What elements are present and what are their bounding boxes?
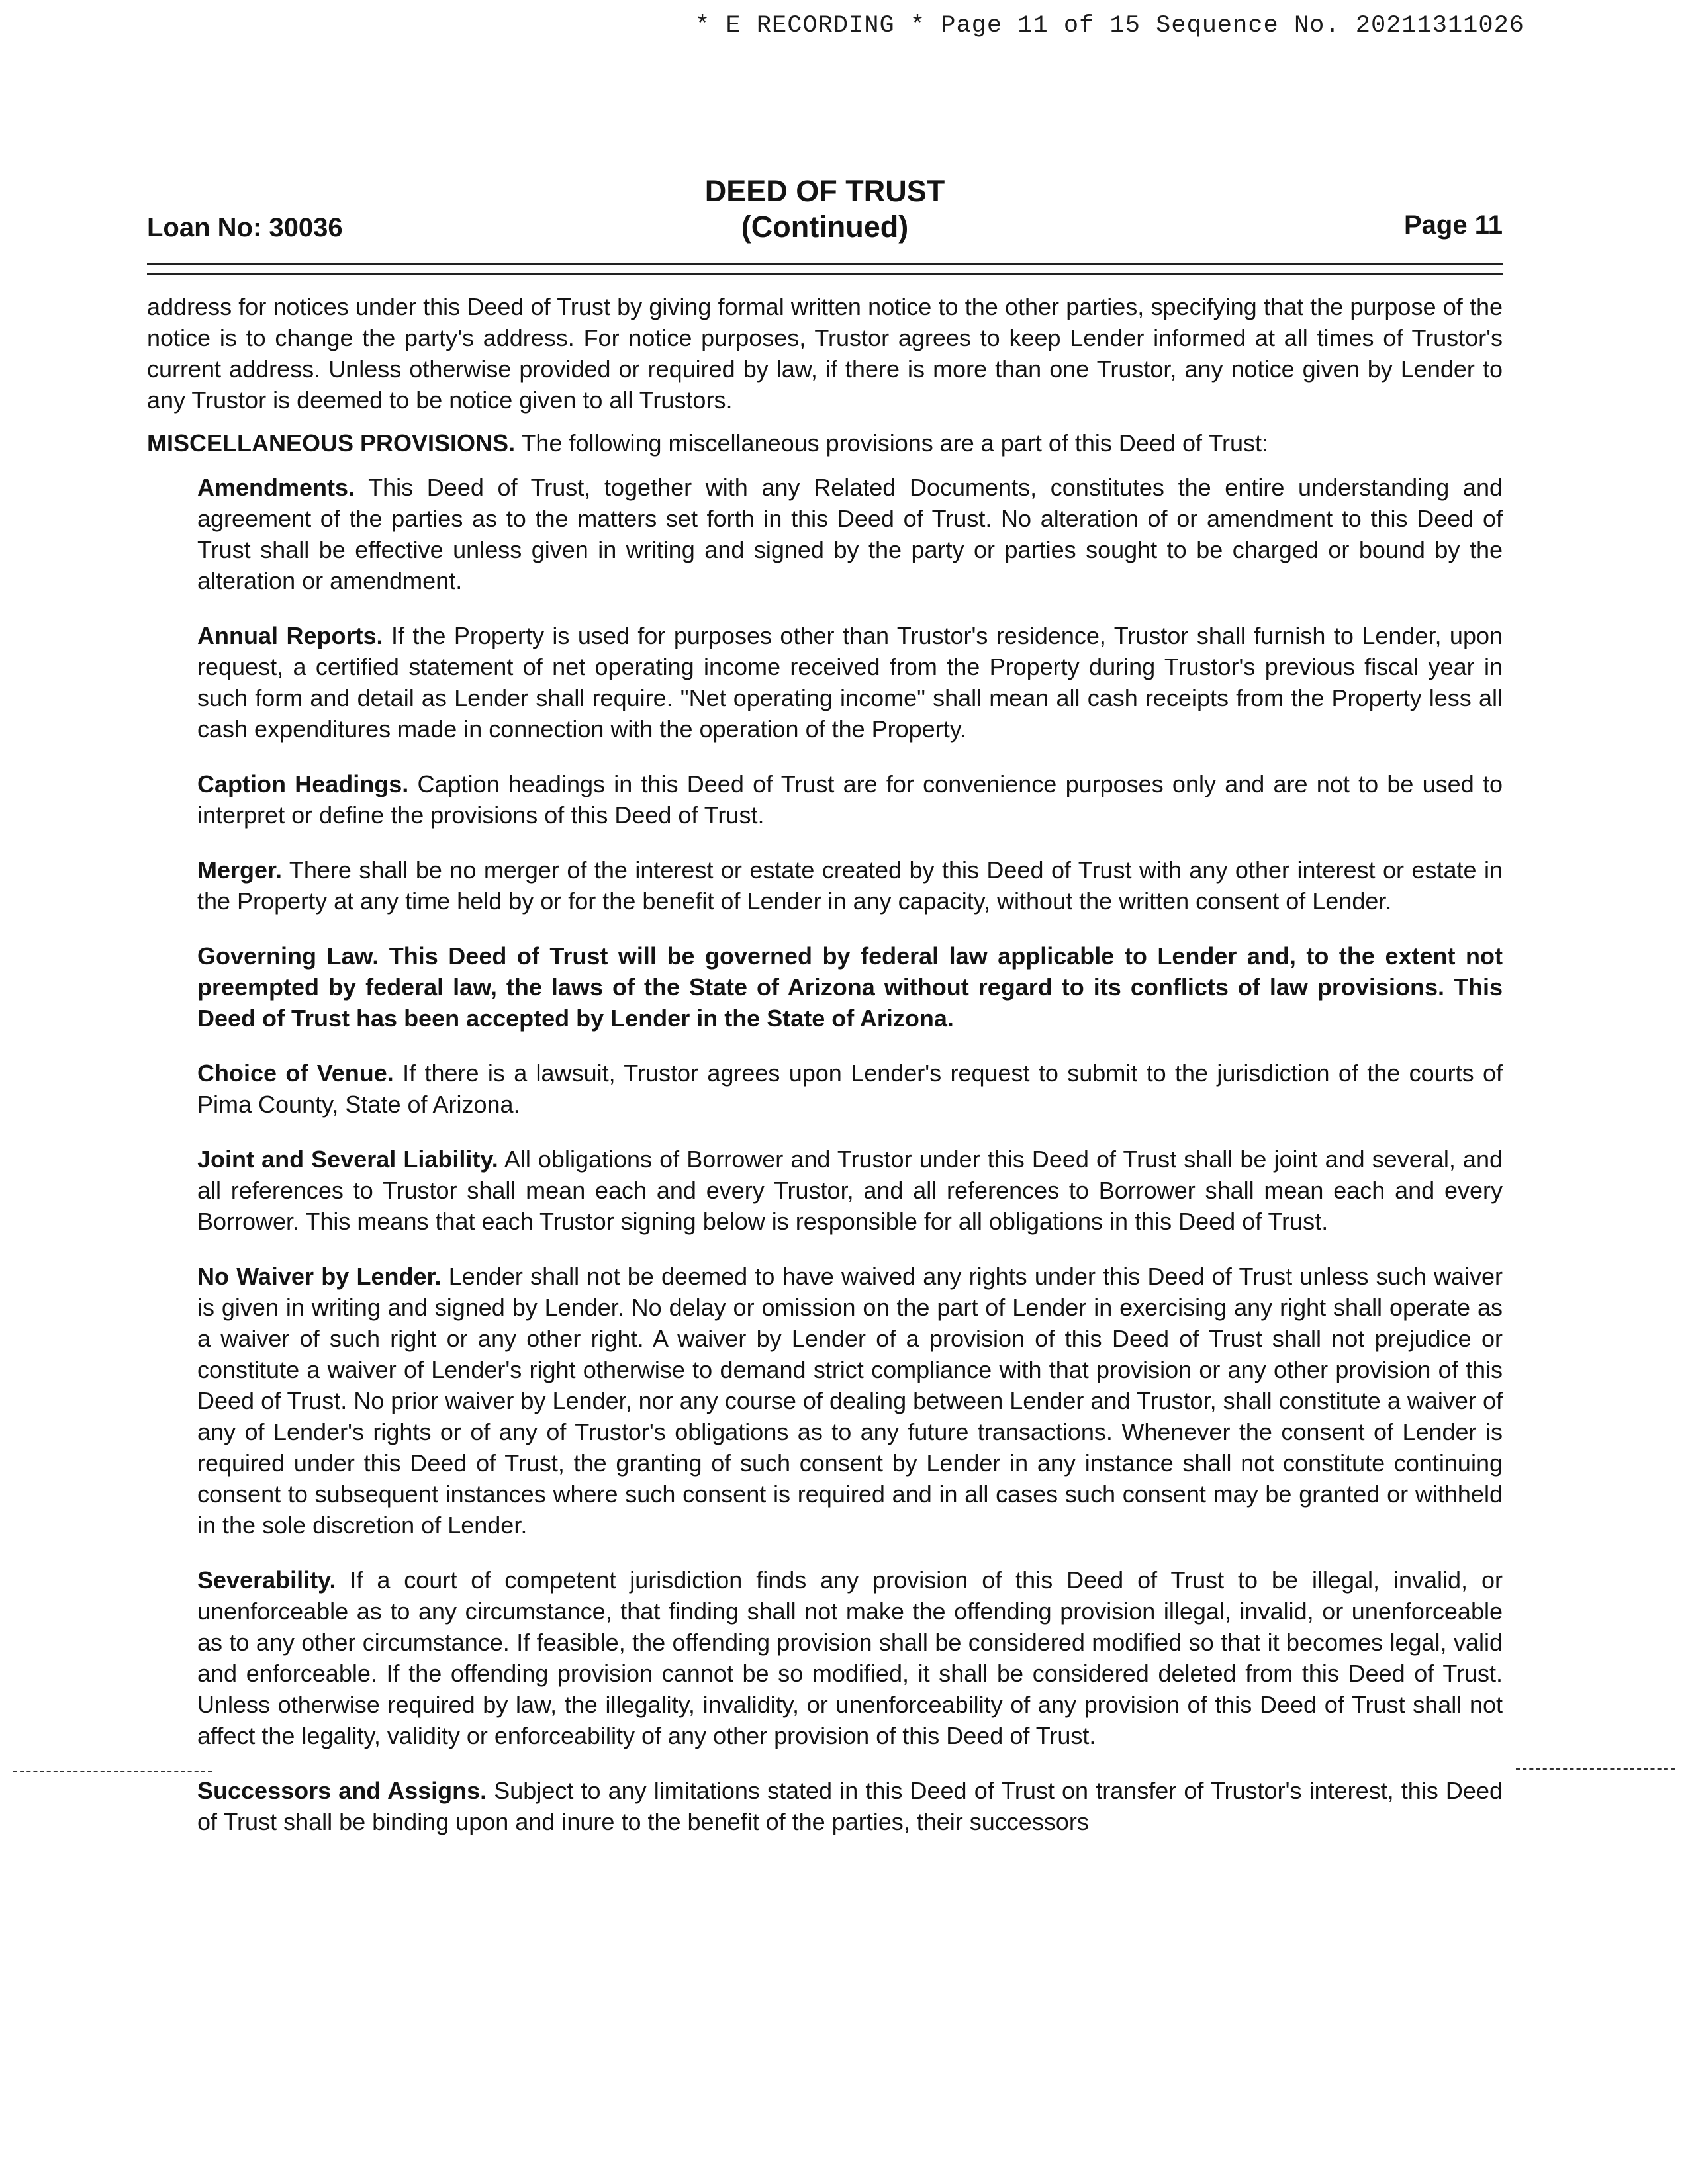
section-joint-several-liability <box>197 1144 1503 1237</box>
section-heading: Merger. <box>197 856 283 884</box>
section-successors-assigns <box>197 1775 1503 1837</box>
header-rule-bottom <box>147 273 1503 275</box>
section-heading: Caption Headings. <box>197 770 409 797</box>
section-heading: Governing Law. <box>197 942 379 970</box>
section-text: Caption headings in this Deed of Trust are for convenience purposes only and are not to be used to interpret or define the provisions of this Deed of Trust. <box>197 770 1503 829</box>
header-rule-top <box>147 263 1503 265</box>
section-heading: Joint and Several Liability. <box>197 1146 498 1173</box>
section-severability <box>197 1565 1503 1751</box>
section-heading: Annual Reports. <box>197 622 383 649</box>
section-annual-reports <box>197 620 1503 745</box>
section-text: This Deed of Trust will be governed by federal law applicable to Lender and, to the extent not preempted by federal law, the laws of the State of Arizona without regard to its conflicts of law provisions. This Deed of Trust has been accepted by Lender in the State of Arizona. <box>197 942 1503 1032</box>
document-subtitle: (Continued) <box>741 210 909 244</box>
section-text: If there is a lawsuit, Trustor agrees upon Lender's request to submit to the jurisdiction of the courts of Pima County, State of Arizona. <box>197 1060 1503 1118</box>
section-text: There shall be no merger of the interest or estate created by this Deed of Trust with any other interest or estate in the Property at any time held by or for the benefit of Lender in any capacity, without the written consent of Lender. <box>197 856 1503 915</box>
misc-provisions-intro <box>147 428 1503 459</box>
section-heading: Successors and Assigns. <box>197 1777 487 1804</box>
section-choice-of-venue <box>197 1058 1503 1120</box>
section-heading: Choice of Venue. <box>197 1060 394 1087</box>
section-amendments <box>197 472 1503 596</box>
section-text: Lender shall not be deemed to have waived any rights under this Deed of Trust unless such waiver is given in writing and signed by Lender. No delay or omission on the part of Lender in exercising any right shall operate as a waiver of such right or any other right. A waiver by Lender of a provision of this Deed of Trust shall not prejudice or constitute a waiver of Lender's right otherwise to demand strict compliance with that provision or any other provision of this Deed of Trust. No prior waiver by Lender, nor any course of dealing between Lender and Trustor, shall constitute a waiver of any of Lender's rights or of any of Trustor's obligations as to any future transactions. Whenever the consent of Lender is required under this Deed of Trust, the granting of such consent by Lender in any instance shall not constitute continuing consent to subsequent instances where such consent is required and in all cases such consent may be granted or withheld in the sole discretion of Lender. <box>197 1263 1503 1539</box>
document-body <box>147 291 1503 1861</box>
section-text: All obligations of Borrower and Trustor under this Deed of Trust shall be joint and several, and all references to Trustor shall mean each and every Trustor, and all references to Borrower shall mean each and every Borrower. This means that each Trustor signing below is responsible for all obligations in this Deed of Trust. <box>197 1146 1503 1235</box>
page-number: Page 11 <box>1403 210 1503 240</box>
section-heading: No Waiver by Lender. <box>197 1263 442 1290</box>
section-text: Subject to any limitations stated in this Deed of Trust on transfer of Trustor's interest, this Deed of Trust shall be binding upon and inure to the benefit of the parties, their successors <box>197 1777 1503 1835</box>
loan-number: Loan No: 30036 <box>147 213 343 242</box>
section-text: This Deed of Trust, together with any Related Documents, constitutes the entire understanding and agreement of the parties as to the matters set forth in this Deed of Trust. No alteration of or amendment to this Deed of Trust shall be effective unless given in writing and signed by the party or parties sought to be charged or bound by the alteration or amendment. <box>197 474 1503 594</box>
section-heading: Severability. <box>197 1567 336 1594</box>
recording-stamp: * E RECORDING * Page 11 of 15 Sequence No. 20211311026 <box>695 12 1524 40</box>
scan-line-mark-right <box>1516 1768 1675 1770</box>
section-no-waiver <box>197 1261 1503 1541</box>
document-title-block <box>147 173 1503 245</box>
section-merger <box>197 854 1503 917</box>
document-title: DEED OF TRUST <box>704 174 945 208</box>
section-governing-law <box>197 940 1503 1034</box>
section-text: If a court of competent jurisdiction finds any provision of this Deed of Trust to be illegal, invalid, or unenforceable as to any circumstance, that finding shall not make the offending provision illegal, invalid, or unenforceable as to any other circumstance. If feasible, the offending provision shall be considered modified so that it becomes legal, valid and enforceable. If the offending provision cannot be so modified, it shall be considered deleted from this Deed of Trust. Unless otherwise required by law, the illegality, invalidity, or unenforceability of any provision of this Deed of Trust shall not affect the legality, validity or enforceability of any other provision of this Deed of Trust. <box>197 1567 1503 1749</box>
section-caption-headings <box>197 768 1503 831</box>
section-text: If the Property is used for purposes other than Trustor's residence, Trustor shall furnish to Lender, upon request, a certified statement of net operating income received from the Property during Trustor's previous fiscal year in such form and detail as Lender shall require. "Net operating income" shall mean all cash receipts from the Property less all cash expenditures made in connection with the operation of the Property. <box>197 622 1503 743</box>
scan-line-mark-left <box>13 1771 212 1772</box>
section-heading: Amendments. <box>197 474 355 501</box>
misc-provisions-heading: MISCELLANEOUS PROVISIONS. <box>147 430 516 457</box>
page-header <box>147 173 1503 253</box>
intro-paragraph: address for notices under this Deed of Trust by giving formal written notice to the other parties, specifying that the purpose of the notice is to change the party's address. For notice purposes, Trustor agrees to keep Lender informed at all times of Trustor's current address. Unless otherwise provided or required by law, if there is more than one Trustor, any notice given by Lender to any Trustor is deemed to be notice given to all Trustors. <box>147 293 1503 414</box>
misc-provisions-text: The following miscellaneous provisions are a part of this Deed of Trust: <box>515 430 1268 457</box>
